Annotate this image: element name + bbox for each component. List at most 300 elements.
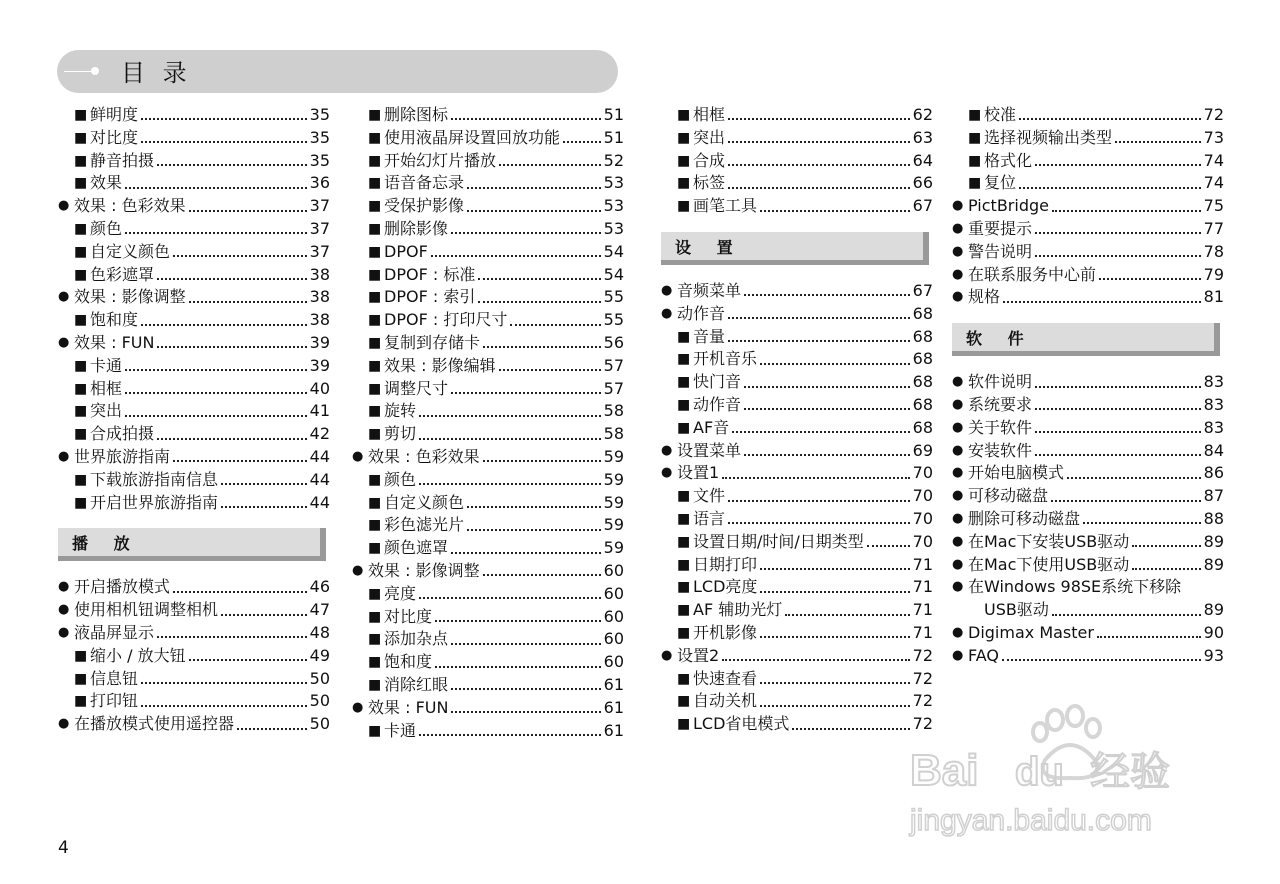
dot-leader — [173, 460, 307, 462]
toc-entry[interactable] — [58, 400, 330, 423]
toc-entry-label: AF 辅助光灯 — [693, 600, 783, 620]
toc-entry[interactable] — [952, 127, 1224, 150]
toc-entry-label: 安装软件 — [968, 440, 1033, 460]
toc-entry[interactable] — [352, 560, 624, 583]
dot-leader — [1083, 522, 1201, 524]
dot-leader — [451, 232, 601, 234]
dot-leader — [760, 682, 910, 684]
round-bullet-icon: ● — [952, 647, 964, 663]
toc-entry[interactable] — [58, 423, 330, 446]
round-bullet-icon: ● — [952, 266, 964, 282]
toc-entry-page: 60 — [603, 652, 624, 672]
toc-entry-page: 90 — [1203, 622, 1224, 642]
toc-entry-label: DPOF : 标准 — [384, 264, 476, 284]
toc-entry-label: 颜色 — [90, 218, 123, 238]
dot-leader — [1035, 408, 1201, 410]
toc-entry[interactable] — [352, 492, 624, 515]
toc-entry-page: 72 — [912, 714, 933, 734]
dot-leader — [760, 705, 910, 707]
toc-entry[interactable] — [952, 576, 1224, 599]
svg-text:jingyan.baidu.com: jingyan.baidu.com — [910, 804, 1152, 837]
toc-entry-label: 设置1 — [677, 463, 720, 483]
toc-entry-label: 删除可移动磁盘 — [968, 508, 1081, 528]
toc-entry-label: 合成拍摄 — [90, 424, 155, 444]
toc-entry-page: 66 — [912, 173, 933, 193]
toc-entry[interactable] — [352, 241, 624, 264]
toc-entry-label: 消除红眼 — [384, 674, 449, 694]
toc-entry-label: PictBridge — [968, 196, 1049, 216]
round-bullet-icon: ● — [952, 465, 964, 481]
toc-entry-label: 效果 : 影像调整 — [368, 560, 480, 580]
toc-entry-page: 35 — [309, 150, 330, 170]
toc-entry-page: 39 — [309, 332, 330, 352]
square-bullet-icon: ■ — [74, 312, 88, 329]
toc-entry-page: 88 — [1203, 508, 1224, 528]
toc-entry-page: 38 — [309, 264, 330, 284]
dot-leader — [483, 346, 601, 348]
toc-entry[interactable] — [952, 264, 1224, 287]
toc-entry[interactable] — [661, 645, 933, 668]
toc-entry[interactable] — [58, 286, 330, 309]
round-bullet-icon: ● — [952, 533, 964, 549]
toc-entry[interactable] — [952, 150, 1224, 173]
toc-entry-label: 格式化 — [984, 150, 1033, 170]
square-bullet-icon: ■ — [677, 419, 691, 436]
toc-entry[interactable] — [58, 622, 330, 645]
toc-entry[interactable] — [58, 218, 330, 241]
dot-leader — [1019, 187, 1201, 189]
toc-entry-page: 89 — [1203, 531, 1224, 551]
toc-entry-page: 68 — [912, 349, 933, 369]
toc-entry-label: 规格 — [968, 287, 1001, 307]
toc-entry-page: 84 — [1203, 440, 1224, 460]
dot-leader — [467, 506, 601, 508]
toc-entry-label: AF音 — [693, 417, 730, 437]
round-bullet-icon: ● — [952, 579, 964, 595]
toc-entry[interactable] — [352, 400, 624, 423]
dot-leader — [157, 164, 307, 166]
toc-entry-label: 颜色遮罩 — [384, 538, 449, 558]
toc-entry-label: 受保护影像 — [384, 196, 465, 216]
toc-entry[interactable] — [661, 371, 933, 394]
toc-entry[interactable] — [352, 674, 624, 697]
toc-entry-page: 79 — [1203, 264, 1224, 284]
toc-entry-page: 71 — [912, 577, 933, 597]
dot-leader — [141, 141, 307, 143]
dot-leader — [125, 369, 307, 371]
toc-entry[interactable] — [352, 514, 624, 537]
toc-entry[interactable] — [352, 423, 624, 446]
toc-entry[interactable] — [661, 531, 933, 554]
round-bullet-icon: ● — [661, 647, 673, 663]
dot-leader — [1035, 255, 1201, 257]
toc-entry[interactable] — [352, 651, 624, 674]
dot-leader — [237, 728, 307, 730]
square-bullet-icon: ■ — [968, 152, 982, 169]
toc-entry[interactable] — [952, 417, 1224, 440]
toc-entry[interactable] — [352, 332, 624, 355]
dot-leader — [419, 483, 601, 485]
square-bullet-icon: ■ — [74, 152, 88, 169]
round-bullet-icon: ● — [58, 624, 70, 640]
toc-entry-label: 调整尺寸 — [384, 378, 449, 398]
square-bullet-icon: ■ — [677, 396, 691, 413]
toc-entry-label: 效果 : 影像调整 — [74, 287, 186, 307]
toc-entry[interactable] — [58, 309, 330, 332]
square-bullet-icon: ■ — [368, 357, 382, 374]
dot-leader — [419, 438, 601, 440]
toc-entry[interactable] — [952, 485, 1224, 508]
dot-leader — [157, 278, 307, 280]
square-bullet-icon: ■ — [368, 129, 382, 146]
dot-leader — [1099, 278, 1201, 280]
toc-entry[interactable] — [661, 713, 933, 736]
toc-entry-page: 69 — [912, 440, 933, 460]
round-bullet-icon: ● — [58, 289, 70, 305]
toc-entry-label: 画笔工具 — [693, 196, 758, 216]
toc-entry-page: 50 — [309, 691, 330, 711]
toc-entry-page: 52 — [603, 150, 624, 170]
toc-entry[interactable] — [661, 440, 933, 463]
toc-entry[interactable] — [661, 150, 933, 173]
toc-entry-label: 日期打印 — [693, 554, 758, 574]
toc-entry[interactable] — [352, 218, 624, 241]
toc-entry[interactable] — [661, 326, 933, 349]
toc-entry[interactable] — [58, 668, 330, 691]
toc-entry[interactable] — [352, 537, 624, 560]
dot-leader — [728, 500, 910, 502]
toc-entry[interactable] — [952, 440, 1224, 463]
dot-leader — [419, 415, 601, 417]
dot-leader — [451, 392, 601, 394]
toc-entry-label: 自定义颜色 — [384, 492, 465, 512]
toc-entry[interactable] — [58, 104, 330, 127]
round-bullet-icon: ● — [661, 305, 673, 321]
toc-entry[interactable] — [952, 104, 1224, 127]
svg-text:du: du — [1015, 750, 1064, 794]
dot-leader — [483, 460, 601, 462]
dot-leader — [1115, 141, 1201, 143]
toc-entry[interactable] — [661, 668, 933, 691]
toc-entry-label: 突出 — [90, 401, 123, 421]
dot-leader — [451, 688, 601, 690]
round-bullet-icon: ● — [952, 556, 964, 572]
toc-entry-label: 效果 — [90, 173, 123, 193]
toc-entry-label: 设置菜单 — [677, 440, 742, 460]
square-bullet-icon: ■ — [677, 693, 691, 710]
toc-entry-page: 67 — [912, 280, 933, 300]
toc-column-1 — [58, 104, 330, 736]
toc-entry[interactable] — [352, 355, 624, 378]
dot-leader — [1132, 568, 1200, 570]
square-bullet-icon: ■ — [74, 175, 88, 192]
square-bullet-icon: ■ — [968, 175, 982, 192]
toc-entry[interactable] — [58, 127, 330, 150]
toc-entry[interactable] — [661, 599, 933, 622]
toc-entry-page: 59 — [603, 538, 624, 558]
baidu-watermark-logo — [905, 700, 1205, 840]
square-bullet-icon: ■ — [677, 533, 691, 550]
title-decor-line — [64, 71, 92, 72]
toc-entry[interactable] — [352, 264, 624, 287]
toc-entry-label: 复位 — [984, 173, 1017, 193]
toc-entry-label: 使用液晶屏设置回放功能 — [384, 127, 561, 147]
dot-leader — [478, 301, 600, 303]
toc-entry[interactable] — [952, 645, 1224, 668]
toc-entry[interactable] — [352, 469, 624, 492]
toc-entry-page: 60 — [603, 606, 624, 626]
toc-entry[interactable] — [58, 690, 330, 713]
toc-entry[interactable] — [58, 195, 330, 218]
toc-entry[interactable] — [58, 713, 330, 736]
toc-entry[interactable] — [661, 508, 933, 531]
toc-entry-page: 54 — [603, 241, 624, 261]
toc-entry[interactable] — [58, 576, 330, 599]
toc-entry[interactable] — [952, 286, 1224, 309]
toc-entry-page: 53 — [603, 173, 624, 193]
toc-entry[interactable] — [952, 195, 1224, 218]
toc-entry-label: 音频菜单 — [677, 280, 742, 300]
toc-entry[interactable] — [952, 508, 1224, 531]
toc-entry[interactable] — [661, 280, 933, 303]
toc-entry-page: 72 — [912, 691, 933, 711]
toc-entry[interactable] — [661, 485, 933, 508]
toc-entry-page: 59 — [603, 492, 624, 512]
toc-entry[interactable] — [952, 394, 1224, 417]
dot-leader — [722, 659, 909, 661]
toc-entry[interactable] — [661, 462, 933, 485]
square-bullet-icon: ■ — [368, 585, 382, 602]
dot-leader — [435, 620, 601, 622]
dot-leader — [1097, 636, 1201, 638]
square-bullet-icon: ■ — [368, 289, 382, 306]
dot-leader — [451, 643, 601, 645]
toc-entry-label: 饱和度 — [384, 652, 433, 672]
toc-entry[interactable] — [661, 127, 933, 150]
toc-entry[interactable] — [352, 150, 624, 173]
toc-entry[interactable] — [58, 469, 330, 492]
toc-entry[interactable] — [58, 355, 330, 378]
toc-entry[interactable] — [58, 241, 330, 264]
toc-entry[interactable] — [352, 127, 624, 150]
dot-leader — [189, 659, 307, 661]
toc-entry-label: 静音拍摄 — [90, 150, 155, 170]
toc-entry[interactable] — [952, 554, 1224, 577]
square-bullet-icon: ■ — [677, 556, 691, 573]
dot-leader — [744, 294, 910, 296]
toc-entry-label: 亮度 — [384, 583, 417, 603]
toc-entry[interactable] — [661, 303, 933, 326]
toc-entry[interactable] — [661, 394, 933, 417]
dot-leader — [1132, 545, 1200, 547]
toc-entry-page: 60 — [603, 583, 624, 603]
square-bullet-icon: ■ — [677, 351, 691, 368]
dot-leader — [510, 324, 600, 326]
round-bullet-icon: ● — [952, 289, 964, 305]
dot-leader — [467, 210, 601, 212]
toc-entry[interactable] — [352, 172, 624, 195]
dot-leader — [499, 369, 601, 371]
toc-entry[interactable] — [58, 150, 330, 173]
toc-entry[interactable] — [352, 720, 624, 743]
round-bullet-icon: ● — [952, 624, 964, 640]
round-bullet-icon: ● — [952, 374, 964, 390]
toc-entry-label: 打印钮 — [90, 691, 139, 711]
toc-entry[interactable] — [352, 446, 624, 469]
dot-leader — [728, 522, 910, 524]
dot-leader — [728, 164, 910, 166]
toc-entry-label: 校准 — [984, 105, 1017, 124]
toc-entry-page: 78 — [1203, 241, 1224, 261]
toc-entry-page: 61 — [603, 674, 624, 694]
toc-entry[interactable] — [661, 348, 933, 371]
toc-entry-page: 71 — [912, 622, 933, 642]
toc-entry-page: 47 — [309, 600, 330, 620]
toc-entry-page: 68 — [912, 372, 933, 392]
toc-entry[interactable] — [352, 378, 624, 401]
toc-entry[interactable] — [352, 286, 624, 309]
dot-leader — [744, 454, 910, 456]
dot-leader — [478, 278, 600, 280]
toc-entry-page: 89 — [1203, 554, 1224, 574]
round-bullet-icon: ● — [58, 716, 70, 732]
dot-leader — [431, 255, 601, 257]
toc-entry[interactable] — [352, 606, 624, 629]
toc-entry[interactable] — [661, 690, 933, 713]
round-bullet-icon: ● — [952, 488, 964, 504]
toc-entry-page: 48 — [309, 622, 330, 642]
toc-entry-page: 89 — [1203, 600, 1224, 620]
toc-entry[interactable] — [661, 104, 933, 127]
toc-entry-label: 语音备忘录 — [384, 173, 465, 193]
toc-entry[interactable] — [352, 195, 624, 218]
square-bullet-icon: ■ — [677, 152, 691, 169]
toc-entry[interactable] — [661, 417, 933, 440]
toc-entry-page: 37 — [309, 218, 330, 238]
toc-column-3 — [661, 104, 933, 736]
toc-entry[interactable] — [661, 622, 933, 645]
dot-leader — [221, 506, 307, 508]
dot-leader — [728, 340, 910, 342]
toc-entry[interactable] — [952, 172, 1224, 195]
toc-entry[interactable] — [58, 446, 330, 469]
toc-entry-page: 57 — [603, 355, 624, 375]
toc-entry[interactable] — [352, 697, 624, 720]
toc-entry-page: 68 — [912, 303, 933, 323]
toc-entry-label: 设置日期/时间/日期类型 — [693, 531, 864, 551]
toc-entry-label: 删除影像 — [384, 218, 449, 238]
square-bullet-icon: ■ — [677, 602, 691, 619]
square-bullet-icon: ■ — [677, 670, 691, 687]
round-bullet-icon: ● — [661, 465, 673, 481]
toc-entry[interactable] — [352, 309, 624, 332]
toc-entry[interactable] — [661, 172, 933, 195]
toc-entry[interactable] — [352, 104, 624, 127]
toc-entry-label: 语言 — [693, 508, 726, 528]
toc-entry-page: 49 — [309, 645, 330, 665]
toc-entry[interactable] — [952, 371, 1224, 394]
toc-entry-label: 动作音 — [677, 303, 726, 323]
toc-entry-page: 61 — [603, 697, 624, 717]
toc-entry[interactable] — [952, 622, 1224, 645]
toc-entry[interactable] — [58, 172, 330, 195]
toc-entry-label: 开始幻灯片播放 — [384, 150, 497, 170]
dot-leader — [728, 118, 910, 120]
toc-entry-label: 开机音乐 — [693, 349, 758, 369]
dot-leader — [744, 408, 910, 410]
toc-entry-page: 70 — [912, 508, 933, 528]
toc-entry-page: 35 — [309, 105, 330, 124]
toc-entry-label: 彩色滤光片 — [384, 515, 465, 535]
toc-entry-page: 50 — [309, 668, 330, 688]
toc-entry[interactable] — [58, 492, 330, 515]
section-heading-label: 设 置 — [675, 237, 743, 257]
square-bullet-icon: ■ — [368, 471, 382, 488]
toc-entry-label: 使用相机钮调整相机 — [74, 600, 219, 620]
round-bullet-icon: ● — [58, 579, 70, 595]
round-bullet-icon: ● — [952, 510, 964, 526]
square-bullet-icon: ■ — [368, 312, 382, 329]
toc-entry-label: 添加杂点 — [384, 629, 449, 649]
toc-entry-label: LCD亮度 — [693, 577, 758, 597]
toc-entry-label: 开启世界旅游指南 — [90, 492, 219, 512]
round-bullet-icon: ● — [952, 198, 964, 214]
toc-entry-label: 可移动磁盘 — [968, 486, 1049, 506]
toc-entry[interactable] — [352, 583, 624, 606]
toc-entry[interactable] — [661, 576, 933, 599]
toc-entry[interactable] — [952, 218, 1224, 241]
title-decor-dot — [91, 67, 99, 75]
toc-entry-page: 70 — [912, 463, 933, 483]
square-bullet-icon: ■ — [74, 403, 88, 420]
toc-entry-page: 86 — [1203, 463, 1224, 483]
square-bullet-icon: ■ — [74, 494, 88, 511]
toc-entry[interactable] — [58, 264, 330, 287]
square-bullet-icon: ■ — [368, 107, 382, 123]
round-bullet-icon: ● — [952, 442, 964, 458]
toc-entry[interactable] — [58, 599, 330, 622]
dot-leader — [189, 210, 307, 212]
dot-leader — [157, 636, 307, 638]
toc-entry[interactable] — [952, 462, 1224, 485]
toc-entry-label: 相框 — [693, 105, 726, 124]
toc-entry-label: 快速查看 — [693, 668, 758, 688]
toc-entry[interactable] — [661, 554, 933, 577]
toc-entry-label: 重要提示 — [968, 218, 1033, 238]
toc-entry[interactable] — [952, 599, 1224, 622]
toc-entry-label: 相框 — [90, 378, 123, 398]
dot-leader — [760, 636, 910, 638]
square-bullet-icon: ■ — [74, 426, 88, 443]
toc-entry-page: 62 — [912, 105, 933, 124]
svg-text:经验: 经验 — [1090, 749, 1170, 795]
toc-entry[interactable] — [58, 645, 330, 668]
toc-entry[interactable] — [58, 332, 330, 355]
toc-entry[interactable] — [952, 531, 1224, 554]
toc-entry[interactable] — [58, 378, 330, 401]
dot-leader — [728, 141, 910, 143]
toc-entry[interactable] — [352, 628, 624, 651]
toc-entry-label: 选择视频输出类型 — [984, 127, 1113, 147]
square-bullet-icon: ■ — [677, 716, 691, 733]
toc-entry-page: 77 — [1203, 218, 1224, 238]
page-number: 4 — [58, 838, 69, 858]
toc-entry[interactable] — [661, 195, 933, 218]
toc-entry-page: 38 — [309, 310, 330, 330]
toc-entry-page: 93 — [1203, 645, 1224, 665]
round-bullet-icon: ● — [661, 442, 673, 458]
toc-entry[interactable] — [952, 241, 1224, 264]
